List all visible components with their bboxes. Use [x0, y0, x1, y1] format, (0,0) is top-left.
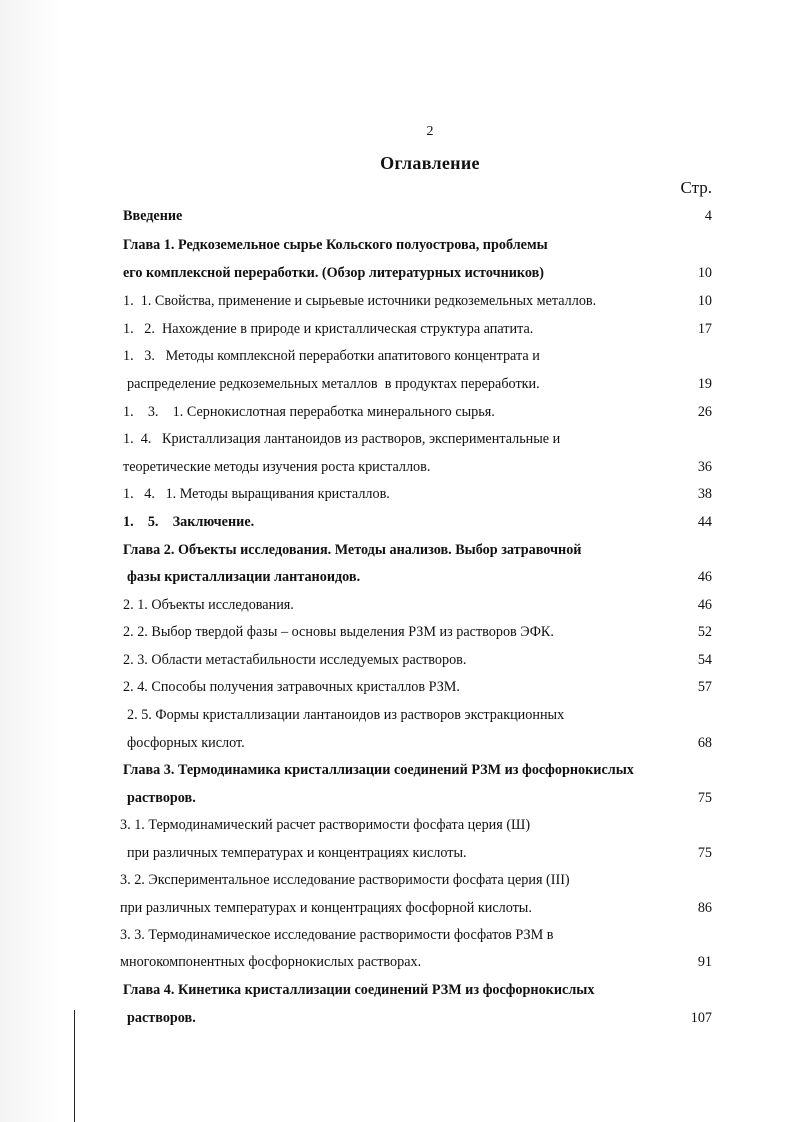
toc-entry-page: 46: [697, 597, 712, 613]
toc-entry-page: 75: [697, 845, 712, 861]
toc-entry-page: 10: [697, 293, 712, 309]
toc-entry: 1. 3. 1. Сернокислотная переработка минерального сырья.: [123, 404, 495, 420]
toc-entry: 1. 5. Заключение.: [123, 514, 255, 530]
page-column-header: Стр.: [680, 178, 712, 197]
toc-entry: Глава 1. Редкоземельное сырье Кольского полуострова, проблемы: [123, 237, 548, 253]
toc-entry: 2. 2. Выбор твердой фазы – основы выделения РЗМ из растворов ЭФК.: [123, 624, 554, 640]
toc-entry: его комплексной переработки. (Обзор литературных источников): [123, 265, 545, 281]
toc-entry-page: 57: [697, 679, 712, 695]
toc-entry: 2. 4. Способы получения затравочных кристаллов РЗМ.: [123, 679, 460, 695]
toc-entry: Глава 4. Кинетика кристаллизации соединений РЗМ из фосфорнокислых: [123, 982, 595, 998]
toc-entry: 2. 5. Формы кристаллизации лантаноидов из растворов экстракционных: [127, 707, 565, 723]
toc-entry-page: 38: [697, 486, 712, 502]
toc-entry: фазы кристаллизации лантаноидов.: [127, 569, 361, 585]
toc-entry: 1. 4. 1. Методы выращивания кристаллов.: [123, 486, 390, 502]
toc-entry-page: 75: [697, 790, 712, 806]
toc-entry: 1. 1. Свойства, применение и сырьевые источники редкоземельных металлов.: [123, 293, 597, 309]
toc-entry: 2. 3. Области метастабильности исследуемых растворов.: [123, 652, 467, 668]
toc-entry-page: 46: [697, 569, 712, 585]
toc-entry-page: 107: [690, 1010, 712, 1026]
toc-entry: 1. 3. Методы комплексной переработки апатитового концентрата и: [123, 348, 540, 364]
toc-entry: 3. 1. Термодинамический расчет растворимости фосфата церия (Ш): [120, 817, 531, 833]
toc-entry: многокомпонентных фосфорнокислых растворах.: [120, 954, 422, 970]
toc-entry: 3. 2. Экспериментальное исследование растворимости фосфата церия (III): [120, 872, 570, 888]
toc-entry: при различных температурах и концентрациях кислоты.: [127, 845, 467, 861]
toc-entry: распределение редкоземельных металлов в продуктах переработки.: [127, 376, 540, 392]
toc-entry: растворов.: [127, 1010, 196, 1026]
toc-entry: 1. 2. Нахождение в природе и кристаллическая структура апатита.: [123, 321, 534, 337]
toc-entry-page: 4: [704, 208, 712, 224]
toc-entry-page: 86: [697, 900, 712, 916]
toc-entry-page: 44: [697, 514, 712, 530]
toc-entry: при различных температурах и концентрациях фосфорной кислоты.: [120, 900, 532, 916]
toc-entry: растворов.: [127, 790, 196, 806]
toc-entry: 1. 4. Кристаллизация лантаноидов из растворов, экспериментальные и: [123, 431, 561, 447]
toc-entry-page: 36: [697, 459, 712, 475]
binding-edge-line: [74, 1010, 75, 1122]
toc-entry-page: 91: [697, 954, 712, 970]
toc-entry-page: 26: [697, 404, 712, 420]
toc-entry-page: 52: [697, 624, 712, 640]
toc-entry-page: 68: [697, 735, 712, 751]
toc-entry-page: 17: [697, 321, 712, 337]
toc-entry: фосфорных кислот.: [127, 735, 245, 751]
toc-entry-page: 10: [697, 265, 712, 281]
toc-entry-page: 54: [697, 652, 712, 668]
toc-entry-page: 19: [697, 376, 712, 392]
page-number: 2: [426, 124, 434, 139]
toc-entry: Введение: [123, 208, 183, 224]
toc-entry: Глава 2. Объекты исследования. Методы анализов. Выбор затравочной: [123, 542, 582, 558]
toc-title: Оглавление: [380, 153, 480, 173]
toc-entry: 3. 3. Термодинамическое исследование растворимости фосфатов РЗМ в: [120, 927, 554, 943]
toc-entry: теоретические методы изучения роста кристаллов.: [123, 459, 431, 475]
toc-entry: Глава 3. Термодинамика кристаллизации соединений РЗМ из фосфорнокислых: [123, 762, 634, 778]
toc-entry: 2. 1. Объекты исследования.: [123, 597, 294, 613]
